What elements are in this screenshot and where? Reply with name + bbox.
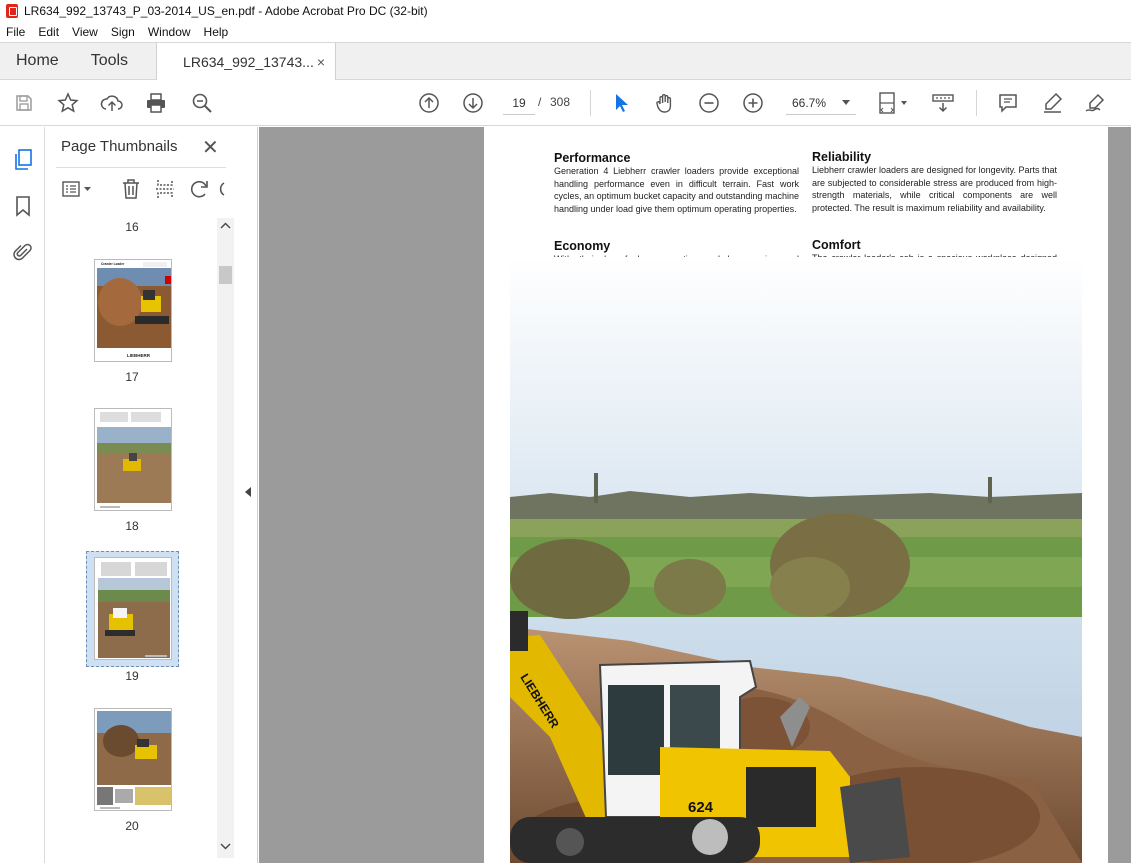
section-heading: Comfort xyxy=(812,238,861,252)
menu-window[interactable]: Window xyxy=(147,25,191,39)
select-cursor-icon[interactable] xyxy=(609,91,633,115)
panel-divider xyxy=(56,167,226,168)
thumbnail-page-18[interactable] xyxy=(94,408,172,511)
machine-brand-text: LIEBHERR xyxy=(517,671,562,731)
mini-header-text: Crawler Loader xyxy=(101,262,125,266)
collapse-arrow-icon xyxy=(245,487,251,497)
scrollbar-thumb[interactable] xyxy=(219,266,232,284)
mini-brand-text: LIEBHERR xyxy=(127,353,151,358)
thumbnail-label-20: 20 xyxy=(125,819,139,833)
zoom-level-value: 66.7% xyxy=(792,95,827,110)
scroll-up-icon[interactable] xyxy=(217,220,234,232)
zoom-level-select[interactable] xyxy=(786,91,856,115)
toolbar-divider xyxy=(976,90,977,116)
thumbnail-page-19[interactable] xyxy=(94,557,172,660)
menu-help[interactable]: Help xyxy=(203,25,229,39)
page-number-input[interactable] xyxy=(503,91,535,115)
page-20-preview xyxy=(95,709,172,811)
section-body: Liebherr crawler loaders are designed for longevity. Parts that are subjected to considerable stress are produced from high-strength materials, while critical components are well protected. The result is maximum reliability and availability. xyxy=(812,165,1057,213)
crawler-loader-photo xyxy=(510,257,1082,863)
section-reliability xyxy=(812,150,1057,214)
panel-title: Page Thumbnails xyxy=(61,138,178,155)
next-page-icon[interactable] xyxy=(461,91,485,115)
thumbnail-label-18: 18 xyxy=(125,519,139,533)
thumbnail-label-16: 16 xyxy=(125,220,139,234)
sign-icon[interactable] xyxy=(1084,91,1108,115)
window-title: LR634_992_13743_P_03-2014_US_en.pdf - Adobe Acrobat Pro DC (32-bit) xyxy=(24,4,428,18)
section-heading: Economy xyxy=(554,239,611,253)
section-heading: Reliability xyxy=(812,150,872,164)
upload-icon[interactable] xyxy=(100,91,124,115)
tab-tools[interactable]: Tools xyxy=(90,52,129,69)
prev-page-icon[interactable] xyxy=(417,91,441,115)
thumbnail-page-20[interactable] xyxy=(94,708,172,811)
page-18-preview xyxy=(95,409,172,511)
thumbnail-tools xyxy=(46,169,226,209)
delete-page-icon[interactable] xyxy=(119,177,143,201)
tab-bar xyxy=(0,42,1131,80)
menu-edit[interactable]: Edit xyxy=(38,25,60,39)
menu-file[interactable]: File xyxy=(6,25,26,39)
thumbnail-label-17: 17 xyxy=(125,370,139,384)
thumbnails-panel xyxy=(46,127,238,863)
tab-home[interactable]: Home xyxy=(16,52,59,69)
scroll-down-icon[interactable] xyxy=(217,840,234,852)
menu-bar xyxy=(0,22,1131,42)
zoom-in-icon[interactable] xyxy=(741,91,765,115)
page-total: 308 xyxy=(550,95,571,109)
chevron-down-icon xyxy=(842,100,850,106)
thumbnail-scrollbar[interactable] xyxy=(217,218,234,858)
section-heading: Performance xyxy=(554,151,631,165)
highlight-icon[interactable] xyxy=(1040,91,1064,115)
star-icon[interactable] xyxy=(56,91,80,115)
tab-document[interactable] xyxy=(156,43,336,80)
thumbnail-label-19: 19 xyxy=(125,669,139,683)
pdf-page xyxy=(484,127,1108,863)
bookmark-icon[interactable] xyxy=(10,193,36,219)
hand-icon[interactable] xyxy=(653,91,677,115)
print-icon[interactable] xyxy=(144,91,168,115)
menu-sign[interactable]: Sign xyxy=(110,25,135,39)
save-icon[interactable] xyxy=(12,91,36,115)
toolbar xyxy=(0,80,1131,126)
title-bar xyxy=(0,0,1131,22)
comment-icon[interactable] xyxy=(996,91,1020,115)
machine-model-text: 624 xyxy=(688,799,714,816)
section-body: Generation 4 Liebherr crawler loaders provide exceptional handling performance even in difficult terrain. Fast work cycles, an optimum bucket capacity and outstanding machine handling under load give them optimum operating properties. xyxy=(554,166,799,214)
section-performance xyxy=(554,151,799,215)
search-zoom-icon[interactable] xyxy=(190,91,214,115)
page-19-preview xyxy=(95,558,172,660)
zoom-out-icon[interactable] xyxy=(697,91,721,115)
extract-pages-icon[interactable] xyxy=(153,177,177,201)
left-rail xyxy=(0,127,45,863)
thumbnail-list xyxy=(46,214,218,863)
toolbar-divider xyxy=(590,90,591,116)
close-panel-icon[interactable]: ✕ xyxy=(202,137,219,159)
document-viewport[interactable] xyxy=(259,127,1131,863)
document-tab-label: LR634_992_13743... xyxy=(183,53,314,70)
more-tools-icon[interactable] xyxy=(216,177,226,201)
rotate-icon[interactable] xyxy=(187,177,211,201)
panel-collapse-handle[interactable] xyxy=(238,127,258,863)
options-menu-icon[interactable] xyxy=(60,177,94,201)
page-thumbnails-icon[interactable] xyxy=(10,147,36,173)
thumbnail-page-17[interactable] xyxy=(94,259,172,362)
page-17-preview xyxy=(95,260,172,362)
page-separator: / xyxy=(538,95,542,109)
scroll-mode-icon[interactable] xyxy=(931,91,955,115)
acrobat-logo-icon xyxy=(6,4,18,18)
fit-page-icon[interactable] xyxy=(876,91,912,115)
close-tab-icon[interactable]: × xyxy=(316,53,326,70)
menu-view[interactable]: View xyxy=(72,25,98,39)
attachment-icon[interactable] xyxy=(10,239,36,265)
